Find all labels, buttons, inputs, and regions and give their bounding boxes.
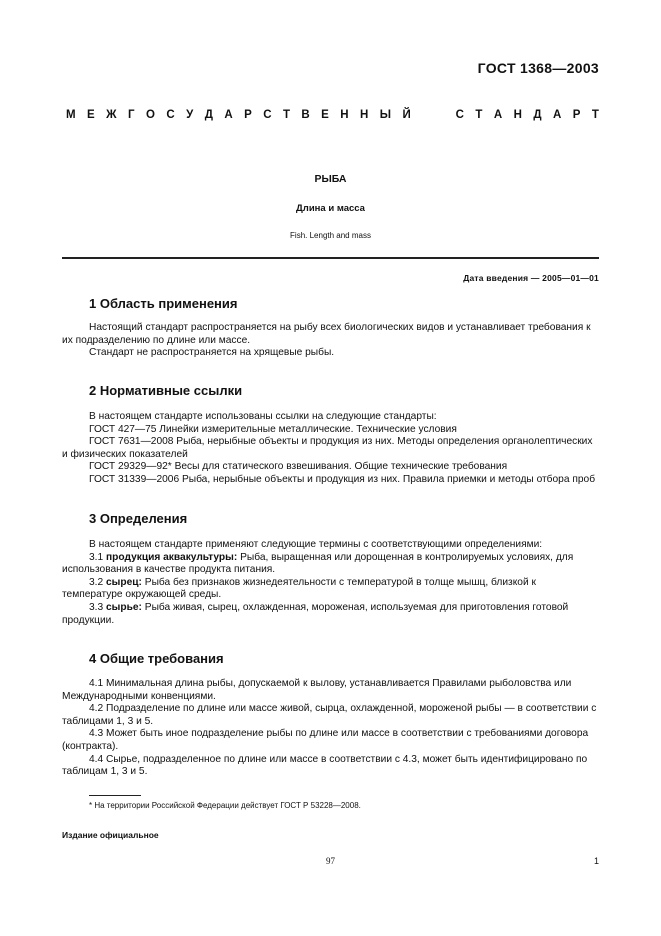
definition-text: Рыба без признаков жизнедеятельности с температурой в толще мышц, близкой к температуре окружающей среды.: [62, 576, 536, 601]
banner-letter: А: [493, 109, 503, 121]
definition-item: [62, 552, 599, 577]
banner-letter: Ж: [106, 109, 117, 121]
page-number: 1: [593, 856, 599, 866]
paragraph: 4.4 Сырье, подразделенное по длине или массе в соответствии с 4.3, может быть идентифицировано по таблицам 1, 3 и 5.: [62, 753, 588, 778]
paragraph: 4.1 Минимальная длина рыбы, допускаемой к вылову, устанавливается Правилами рыболовства или Международными конвенциями.: [62, 678, 572, 702]
banner-letter: В: [301, 109, 310, 121]
paragraph: 4.2 Подразделение по длине или массе живой, сырца, охлажденной, мороженой рыбы — в соответствии с таблицами 1, 3 и 5.: [62, 703, 597, 727]
document-title: РЫБА: [314, 173, 347, 185]
definition-number: 3.2: [89, 576, 104, 588]
banner-letter: Р: [572, 109, 581, 121]
paragraph: 4.3 Может быть иное подразделение рыбы по длине или массе в соответствии с требованиями договора (контракта).: [62, 728, 589, 752]
reference-item: ГОСТ 29329—92* Весы для статического взвешивания. Общие технические требования: [89, 461, 508, 473]
banner-letter: А: [552, 109, 562, 121]
footnote-divider: [89, 795, 141, 796]
paragraph: В настоящем стандарте использованы ссылки на следующие стандарты:: [89, 411, 437, 422]
reference-item: ГОСТ 7631—2008 Рыба, нерыбные объекты и продукция из них. Методы определения органолептических и физических показателей: [62, 436, 593, 460]
reference-item: ГОСТ 427—75 Линейки измерительные металлические. Технические условия: [89, 423, 457, 435]
banner-letter: С: [455, 109, 464, 121]
section-4-body: [62, 678, 599, 779]
banner-letter: Н: [340, 109, 349, 121]
definition-number: 3.3: [89, 601, 104, 613]
section-2-body: [62, 411, 599, 487]
interstate-standard-banner: [66, 109, 599, 121]
section-4-heading: 4 Общие требования: [89, 651, 224, 666]
section-2-heading: 2 Нормативные ссылки: [89, 383, 243, 398]
footnote: * На территории Российской Федерации действует ГОСТ Р 53228—2008.: [89, 801, 361, 810]
banner-letter: О: [145, 109, 155, 121]
section-1-heading: 1 Область применения: [89, 296, 238, 311]
collection-page-number: 97: [326, 856, 335, 866]
document-subtitle: Длина и масса: [296, 203, 365, 214]
banner-letter: У: [186, 109, 194, 121]
banner-letter: Т: [591, 109, 599, 121]
banner-letter: С: [166, 109, 175, 121]
banner-letter: А: [224, 109, 233, 121]
banner-letter: Н: [513, 109, 522, 121]
section-1-body: [62, 322, 599, 360]
section-3-heading: 3 Определения: [89, 511, 188, 526]
definition-text: Рыба, выращенная или дорощенная в контролируемых условиях, для использования в качестве продукта питания.: [62, 551, 574, 576]
official-edition-label: Издание официальное: [62, 830, 159, 840]
definition-item: [62, 577, 599, 602]
definition-term: продукция аквакультуры:: [106, 551, 238, 563]
paragraph: Стандарт не распространяется на хрящевые рыбы.: [89, 347, 335, 359]
definition-text: Рыба живая, сырец, охлажденная, мороженая, используемая для приготовления готовой продукции.: [62, 601, 569, 626]
banner-letter: Е: [321, 109, 329, 121]
english-title: Fish. Length and mass: [290, 231, 371, 240]
definition-term: сырье:: [106, 601, 142, 613]
banner-letter: Й: [402, 109, 411, 121]
introduction-date: Дата введения — 2005—01—01: [463, 273, 599, 283]
standard-number: ГОСТ 1368—2003: [477, 60, 599, 76]
banner-letter: Т: [475, 109, 483, 121]
section-3-body: [62, 539, 599, 627]
banner-letter: Д: [533, 109, 542, 121]
banner-letter: Г: [127, 109, 135, 121]
banner-letter: Р: [244, 109, 252, 121]
banner-letter: Д: [204, 109, 213, 121]
banner-letter: Н: [360, 109, 369, 121]
banner-letter: С: [263, 109, 272, 121]
definition-number: 3.1: [89, 551, 104, 563]
banner-letter: Е: [87, 109, 95, 121]
title-divider: [62, 257, 599, 259]
definition-term: сырец:: [106, 576, 142, 588]
banner-letter: Т: [282, 109, 290, 121]
banner-letter: Ы: [379, 109, 392, 121]
reference-item: ГОСТ 31339—2006 Рыба, нерыбные объекты и продукция из них. Правила приемки и методы отбора проб: [89, 473, 596, 485]
paragraph: В настоящем стандарте применяют следующие термины с соответствующими определениями:: [89, 539, 543, 550]
definition-item: [62, 602, 599, 627]
paragraph: Настоящий стандарт распространяется на рыбу всех биологических видов и устанавливает требования к их подразделению по длине или массе.: [62, 322, 591, 346]
banner-word-gap: [422, 109, 444, 121]
banner-letter: М: [66, 109, 76, 121]
